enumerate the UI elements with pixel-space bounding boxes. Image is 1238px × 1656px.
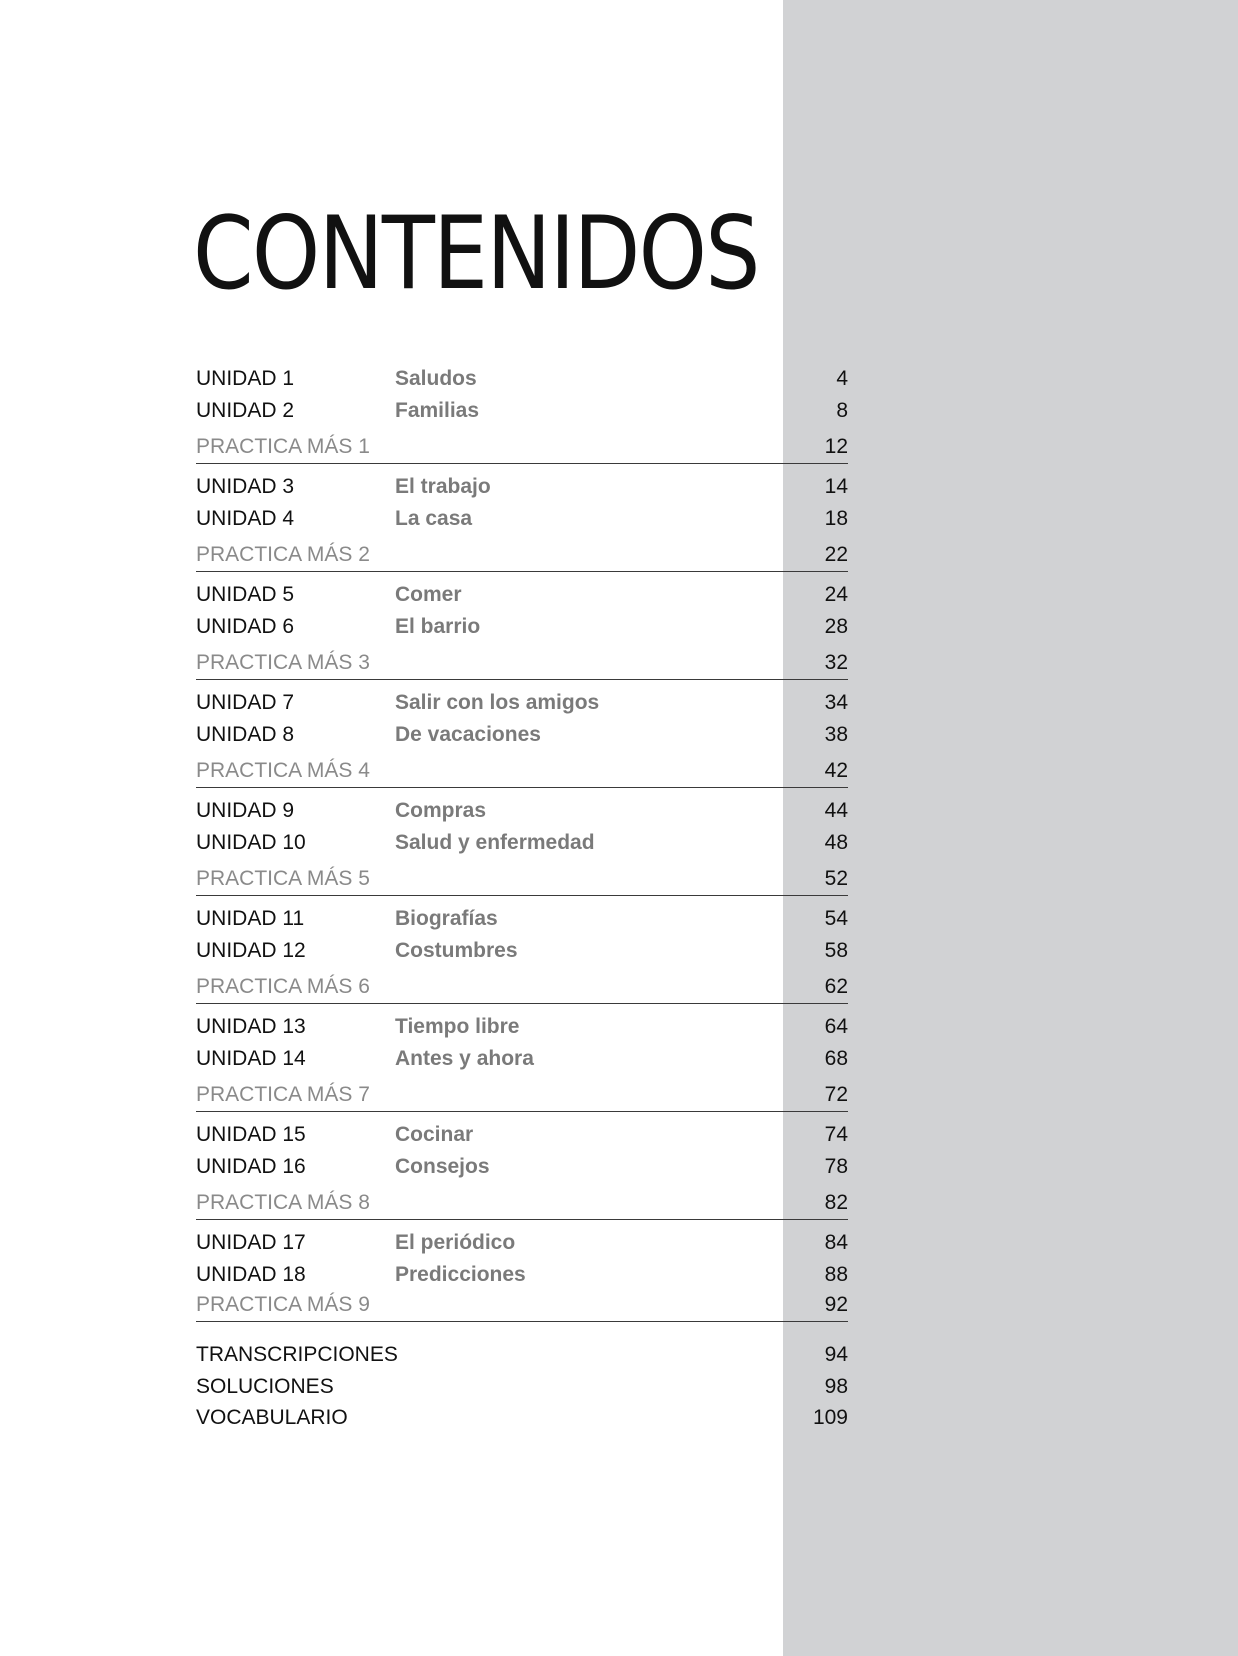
unit-label: UNIDAD 13 — [196, 1015, 306, 1038]
page-number: 18 — [824, 506, 848, 530]
toc-row-practice-5[interactable] — [196, 864, 848, 896]
appendix-list — [196, 1339, 848, 1434]
toc-row-soluciones[interactable] — [196, 1371, 848, 1403]
unit-topic: Comer — [395, 583, 462, 606]
page-number: 64 — [824, 1015, 848, 1038]
toc-row-unit-4[interactable] — [196, 503, 848, 535]
toc-group-3 — [196, 579, 848, 680]
page-number: 74 — [824, 1123, 848, 1146]
toc-row-unit-12[interactable] — [196, 935, 848, 967]
unit-label: UNIDAD 4 — [196, 506, 295, 530]
unit-label: UNIDAD 15 — [196, 1123, 306, 1146]
page-number: 32 — [824, 651, 848, 674]
toc-row-unit-18[interactable] — [196, 1259, 848, 1291]
unit-label: UNIDAD 10 — [196, 830, 306, 854]
page-number: 12 — [824, 435, 848, 458]
unit-label: UNIDAD 7 — [196, 691, 295, 714]
unit-label: UNIDAD 18 — [196, 1262, 306, 1286]
unit-topic: Antes y ahora — [395, 1046, 534, 1070]
toc-group-8 — [196, 1119, 848, 1220]
toc-row-practice-9[interactable] — [196, 1290, 848, 1322]
practice-label: PRACTICA MÁS 3 — [196, 651, 370, 674]
page-number: 14 — [824, 475, 848, 498]
page-number: 72 — [824, 1083, 848, 1106]
unit-topic: De vacaciones — [395, 722, 541, 746]
unit-topic: Compras — [395, 799, 487, 822]
toc-row-unit-13[interactable] — [196, 1011, 848, 1043]
toc-row-unit-8[interactable] — [196, 719, 848, 751]
page-number: 62 — [824, 975, 848, 998]
unit-label: UNIDAD 14 — [196, 1046, 306, 1070]
unit-label: UNIDAD 3 — [196, 475, 295, 498]
table-of-contents — [196, 363, 848, 1329]
page-number: 94 — [824, 1343, 848, 1366]
toc-row-unit-3[interactable] — [196, 471, 848, 503]
practice-label: PRACTICA MÁS 4 — [196, 759, 370, 782]
toc-row-unit-15[interactable] — [196, 1119, 848, 1151]
toc-row-unit-1[interactable] — [196, 363, 848, 395]
toc-row-practice-8[interactable] — [196, 1188, 848, 1220]
unit-topic: Costumbres — [395, 938, 518, 962]
toc-row-transcripciones[interactable] — [196, 1339, 848, 1371]
side-panel — [783, 0, 1238, 1656]
page-number: 28 — [824, 614, 848, 638]
unit-label: UNIDAD 5 — [196, 583, 295, 606]
appendix-label: VOCABULARIO — [196, 1406, 348, 1429]
unit-label: UNIDAD 2 — [196, 398, 295, 422]
practice-label: PRACTICA MÁS 2 — [196, 543, 370, 566]
unit-topic: Salir con los amigos — [395, 691, 600, 714]
page-number: 98 — [824, 1374, 848, 1398]
page-number: 42 — [824, 759, 848, 782]
appendix-label: SOLUCIONES — [196, 1374, 334, 1398]
unit-label: UNIDAD 17 — [196, 1231, 306, 1254]
toc-group-6 — [196, 903, 848, 1004]
unit-topic: Cocinar — [395, 1123, 474, 1146]
page-number: 48 — [824, 830, 848, 854]
toc-row-vocabulario[interactable] — [196, 1402, 848, 1434]
page-number: 54 — [824, 907, 848, 930]
toc-row-practice-1[interactable] — [196, 432, 848, 464]
toc-group-1 — [196, 363, 848, 464]
toc-row-practice-7[interactable] — [196, 1080, 848, 1112]
toc-row-practice-3[interactable] — [196, 648, 848, 680]
toc-row-unit-10[interactable] — [196, 827, 848, 859]
toc-row-unit-16[interactable] — [196, 1151, 848, 1183]
toc-row-unit-14[interactable] — [196, 1043, 848, 1075]
page-number: 82 — [824, 1191, 848, 1214]
page-number: 52 — [824, 867, 848, 890]
page-title: CONTENIDOS — [193, 194, 759, 312]
unit-label: UNIDAD 8 — [196, 722, 295, 746]
toc-row-unit-9[interactable] — [196, 795, 848, 827]
page-number: 34 — [824, 691, 848, 714]
practice-label: PRACTICA MÁS 5 — [196, 867, 370, 890]
page-number: 4 — [836, 367, 848, 390]
page-number: 8 — [836, 398, 848, 422]
practice-label: PRACTICA MÁS 9 — [196, 1293, 370, 1316]
page-number: 58 — [824, 938, 848, 962]
unit-topic: El periódico — [395, 1231, 516, 1254]
toc-row-unit-5[interactable] — [196, 579, 848, 611]
unit-topic: Biografías — [395, 907, 498, 930]
practice-label: PRACTICA MÁS 1 — [196, 435, 370, 458]
unit-label: UNIDAD 16 — [196, 1154, 306, 1178]
practice-label: PRACTICA MÁS 8 — [196, 1191, 370, 1214]
toc-row-unit-11[interactable] — [196, 903, 848, 935]
unit-topic: Familias — [395, 398, 480, 422]
practice-label: PRACTICA MÁS 6 — [196, 975, 370, 998]
page-number: 88 — [824, 1262, 848, 1286]
toc-row-unit-17[interactable] — [196, 1227, 848, 1259]
toc-row-practice-2[interactable] — [196, 540, 848, 572]
page-number: 44 — [824, 799, 848, 822]
page-number: 22 — [824, 543, 848, 566]
unit-label: UNIDAD 6 — [196, 614, 295, 638]
page-number: 109 — [812, 1406, 848, 1429]
unit-label: UNIDAD 1 — [196, 367, 295, 390]
toc-group-5 — [196, 795, 848, 896]
unit-topic: Consejos — [395, 1154, 490, 1178]
unit-topic: El barrio — [395, 614, 481, 638]
toc-group-4 — [196, 687, 848, 788]
toc-row-practice-6[interactable] — [196, 972, 848, 1004]
practice-label: PRACTICA MÁS 7 — [196, 1083, 370, 1106]
appendix-label: TRANSCRIPCIONES — [196, 1343, 398, 1366]
page-number: 68 — [824, 1046, 848, 1070]
toc-row-unit-6[interactable] — [196, 611, 848, 643]
page-number: 38 — [824, 722, 848, 746]
page-number: 84 — [824, 1231, 848, 1254]
page-number: 92 — [824, 1293, 848, 1316]
unit-topic: El trabajo — [395, 475, 491, 498]
toc-row-practice-4[interactable] — [196, 756, 848, 788]
unit-topic: Predicciones — [395, 1262, 526, 1286]
page-number: 78 — [824, 1154, 848, 1178]
toc-group-7 — [196, 1011, 848, 1112]
toc-row-unit-7[interactable] — [196, 687, 848, 719]
unit-topic: Tiempo libre — [395, 1015, 520, 1038]
page-number: 24 — [824, 583, 848, 606]
unit-topic: La casa — [395, 506, 473, 530]
toc-row-unit-2[interactable] — [196, 395, 848, 427]
unit-topic: Saludos — [395, 367, 477, 390]
toc-group-2 — [196, 471, 848, 572]
unit-topic: Salud y enfermedad — [395, 830, 595, 854]
unit-label: UNIDAD 12 — [196, 938, 306, 962]
toc-group-9 — [196, 1227, 848, 1322]
unit-label: UNIDAD 11 — [196, 907, 305, 930]
unit-label: UNIDAD 9 — [196, 799, 295, 822]
